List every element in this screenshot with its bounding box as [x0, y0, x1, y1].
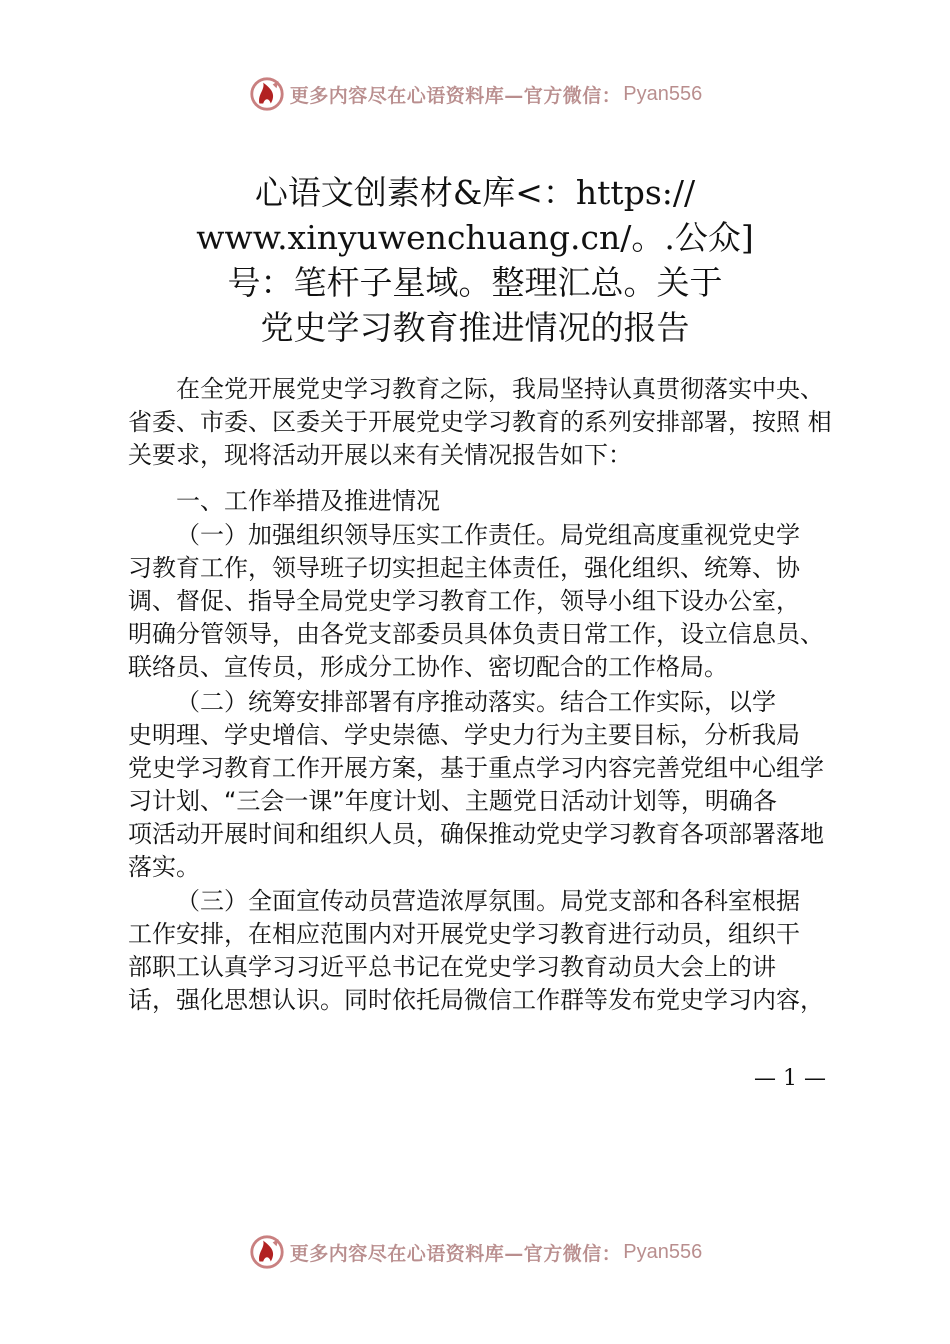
header-banner: [0, 74, 950, 114]
item-paragraph-1: [128, 519, 858, 684]
flame-logo-icon: [248, 75, 286, 113]
flame-logo-icon: [248, 1233, 286, 1271]
text-line: 史明理、学史增信、学史崇德、学史力行为主要目标，分析我局: [128, 721, 800, 749]
item-label: （一）加强组织领导压实工作责任。: [176, 521, 560, 549]
item-paragraph-3: [128, 885, 858, 1017]
title-line: 心语文创素材&库<：https://: [254, 173, 696, 212]
text-line: 局党支部和各科室根据: [560, 887, 800, 915]
text-line: 联络员、宣传员，形成分工协作、密切配合的工作格局。: [128, 653, 728, 681]
text-line: 习计划、“三会一课”年度计划、主题党日活动计划等，明确各: [128, 787, 777, 815]
text-line: 调、督促、指导全局党史学习教育工作，领导小组下设办公室，: [128, 587, 800, 615]
item-paragraph-2: [128, 686, 858, 884]
text-line: 落实。: [128, 853, 200, 881]
text-line: 党史学习教育工作开展方案，基于重点学习内容完善党组中心组学: [128, 754, 824, 782]
banner-text: 更多内容尽在心语资料库—官方微信：: [289, 1242, 622, 1265]
text-line: 在全党开展党史学习教育之际，我局坚持认真贯彻落实中央、: [176, 375, 824, 403]
banner-wechat-id: Pyan556: [623, 82, 703, 105]
banner-text: 更多内容尽在心语资料库—官方微信：: [289, 84, 622, 107]
text-line: 部职工认真学习习近平总书记在党史学习教育动员大会上的讲: [128, 953, 776, 981]
text-line: 关要求，现将活动开展以来有关情况报告如下：: [128, 441, 632, 469]
title-line: 号：笔杆子星域。整理汇总。关于: [227, 263, 723, 302]
text-line: 话，强化思想认识。同时依托局微信工作群等发布党史学习内容，: [128, 986, 824, 1014]
item-label: （二）统筹安排部署有序推动落实。: [176, 688, 560, 716]
text-line: 工作安排，在相应范围内对开展党史学习教育进行动员，组织干: [128, 920, 800, 948]
title-line: 党史学习教育推进情况的报告: [260, 308, 690, 347]
text-line: 明确分管领导，由各党支部委员具体负责日常工作，设立信息员、: [128, 620, 824, 648]
intro-paragraph: [128, 373, 858, 472]
document-title: [120, 170, 830, 350]
text-line: 项活动开展时间和组织人员，确保推动党史学习教育各项部署落地: [128, 820, 824, 848]
footer-banner: [0, 1232, 950, 1272]
heading-text: 一、工作举措及推进情况: [176, 487, 440, 515]
item-label: （三）全面宣传动员营造浓厚氛围。: [176, 887, 560, 915]
text-line: 省委、市委、区委关于开展党史学习教育的系列安排部署，按照 相: [128, 408, 832, 436]
page-number: — 1 —: [754, 1066, 826, 1091]
text-line: 结合工作实际，以学: [560, 688, 776, 716]
title-line: www.xinyuwenchuang.cn/。.公众]: [196, 218, 754, 257]
text-line: 习教育工作，领导班子切实担起主体责任，强化组织、统筹、协: [128, 554, 800, 582]
section-heading: [128, 485, 858, 518]
banner-wechat-id: Pyan556: [623, 1240, 703, 1263]
text-line: 局党组高度重视党史学: [560, 521, 800, 549]
